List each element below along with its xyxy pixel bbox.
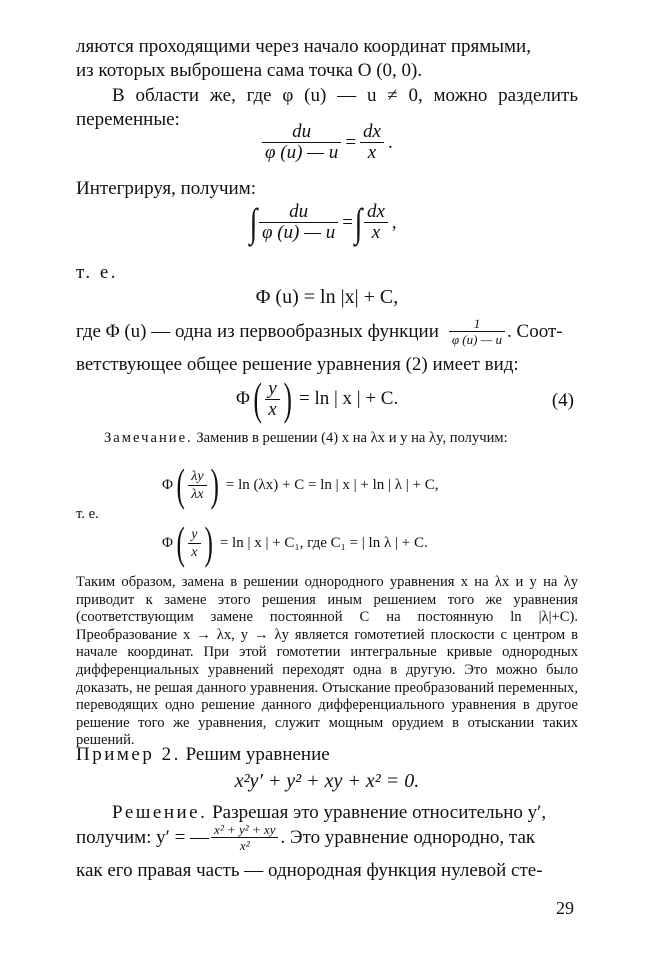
example-text: Решим уравнение xyxy=(185,744,330,765)
text-integrating: Интегрируя, получим: xyxy=(76,178,257,199)
eq1-equals: = xyxy=(345,131,357,153)
eq5-rhs: = ln (λx) + C = ln | x | + ln | λ | + C, xyxy=(225,476,439,493)
eq4-rhs: = ln | x | + C. xyxy=(298,388,399,409)
equation-separated xyxy=(258,122,393,163)
example-title: Пример 2. xyxy=(76,744,181,765)
equation-4-label: (4) xyxy=(551,390,574,411)
integral-sign-right: ∫ xyxy=(354,199,363,245)
solution-den: x² xyxy=(239,838,250,853)
solution-text-c: . Это уравнение однородно, так xyxy=(280,826,536,848)
eq2-den-right: x xyxy=(371,222,381,243)
eq1-num-right: dx xyxy=(363,121,381,142)
eq4-den: x xyxy=(268,398,277,420)
example-heading xyxy=(76,744,578,766)
equation-integral xyxy=(248,199,397,245)
solution-text-a: Разрешая это уравнение относительно y′, xyxy=(212,802,547,823)
solution-line-1 xyxy=(112,802,578,824)
integral-sign-left: ∫ xyxy=(249,199,258,245)
eq4-phi: Φ xyxy=(236,388,250,409)
remark-paragraph xyxy=(76,430,578,448)
remark-text: Заменив в решении (4) x на λx и y на λy, получим: xyxy=(196,430,508,446)
equation-remark-1: Φ ( $\frac{\lambda y}{\lambda x}$ ) = ln (λx) + C = ln | x | + ln | λ | + C, xyxy=(162,459,439,510)
paragraph-separate-variables: В области же, где φ (u) — u ≠ 0, можно разделить переменные: xyxy=(76,85,578,130)
paragraph-antiderivative xyxy=(76,316,578,347)
page-number: 29 xyxy=(556,898,574,918)
para3-text-b: . Соот- xyxy=(507,320,563,342)
eq1-end: . xyxy=(387,131,393,153)
text-te-2: т. е. xyxy=(76,506,99,522)
para3-text-a: где Φ (u) — одна из первообразных функции xyxy=(76,320,439,342)
text-line-1: ляются проходящими через начало координат прямыми, xyxy=(76,36,531,57)
eq1-den-left: φ (u) — u xyxy=(265,142,339,163)
eq5-den: λx xyxy=(191,486,204,502)
remark-title: Замечание. xyxy=(104,430,193,446)
eq1-den-right: x xyxy=(367,142,377,163)
solution-title: Решение. xyxy=(112,802,208,823)
solution-num: x² + y² + xy xyxy=(214,822,276,837)
remark-conclusion: Таким образом, замена в решении однородного уравнения x на λx и y на λy приводит к замене этого решения иным решением того же уравнения (соответствующим замене постоянной C на постоянную ln |λ|+C). Преобразование x → λx, y → λy является гомотетией плоскости с центром в начале координат. При этой гомотетии интегральные кривые однородных дифференциальных уравнений переходят одна в другую. Это можно было доказать, не решая данного уравнения. Отыскание преобразований переменных, переводящих одно решение данного дифференциального уравнения в другое решение того же уравнения, служит мощным орудием в отыскании таких решений. xyxy=(76,574,578,749)
eq5-num: λy xyxy=(191,468,204,484)
eq4-num: y xyxy=(268,377,277,399)
eq2-equals: = xyxy=(342,211,353,233)
eq2-den-left: φ (u) — u xyxy=(261,222,336,243)
eq1-num-left: du xyxy=(292,121,312,142)
eq2-num-right: dx xyxy=(366,201,385,222)
eq6-phi: Φ xyxy=(162,534,173,551)
eq6-den: x xyxy=(191,544,198,560)
eq6-num: y xyxy=(191,526,198,542)
eq6-rhs: = ln | x | + C₁, где C₁ = | ln λ | + C. xyxy=(219,534,428,551)
solution-line-3: как его правая часть — однородная функция нулевой сте- xyxy=(76,860,543,881)
equation-antiderivative: Φ (u) = ln |x| + C, xyxy=(255,286,399,308)
text-line-2: из которых выброшена сама точка O (0, 0). xyxy=(76,60,423,81)
equation-remark-2: Φ ( $\frac{y}{x}$ ) = ln | x | + C₁, где C₁ = | ln λ | + C. xyxy=(162,517,428,568)
eq2-num-left: du xyxy=(289,201,309,222)
eq5-phi: Φ xyxy=(162,476,173,493)
equation-example: x²y′ + y² + xy + x² = 0. xyxy=(234,770,420,792)
para3-den: φ (u) — u xyxy=(451,332,503,347)
eq2-end: , xyxy=(391,211,397,233)
equation-4: Φ ( $\frac{y}{x}$ ) = ln | x | + C. xyxy=(236,373,399,424)
solution-line-2 xyxy=(76,822,578,853)
para3-num: 1 xyxy=(473,316,481,331)
solution-text-b: получим: y′ = — xyxy=(76,826,210,848)
text-te-1: т. е. xyxy=(76,262,119,283)
paragraph-general-solution: ветствующее общее решение уравнения (2) имеет вид: xyxy=(76,354,519,375)
